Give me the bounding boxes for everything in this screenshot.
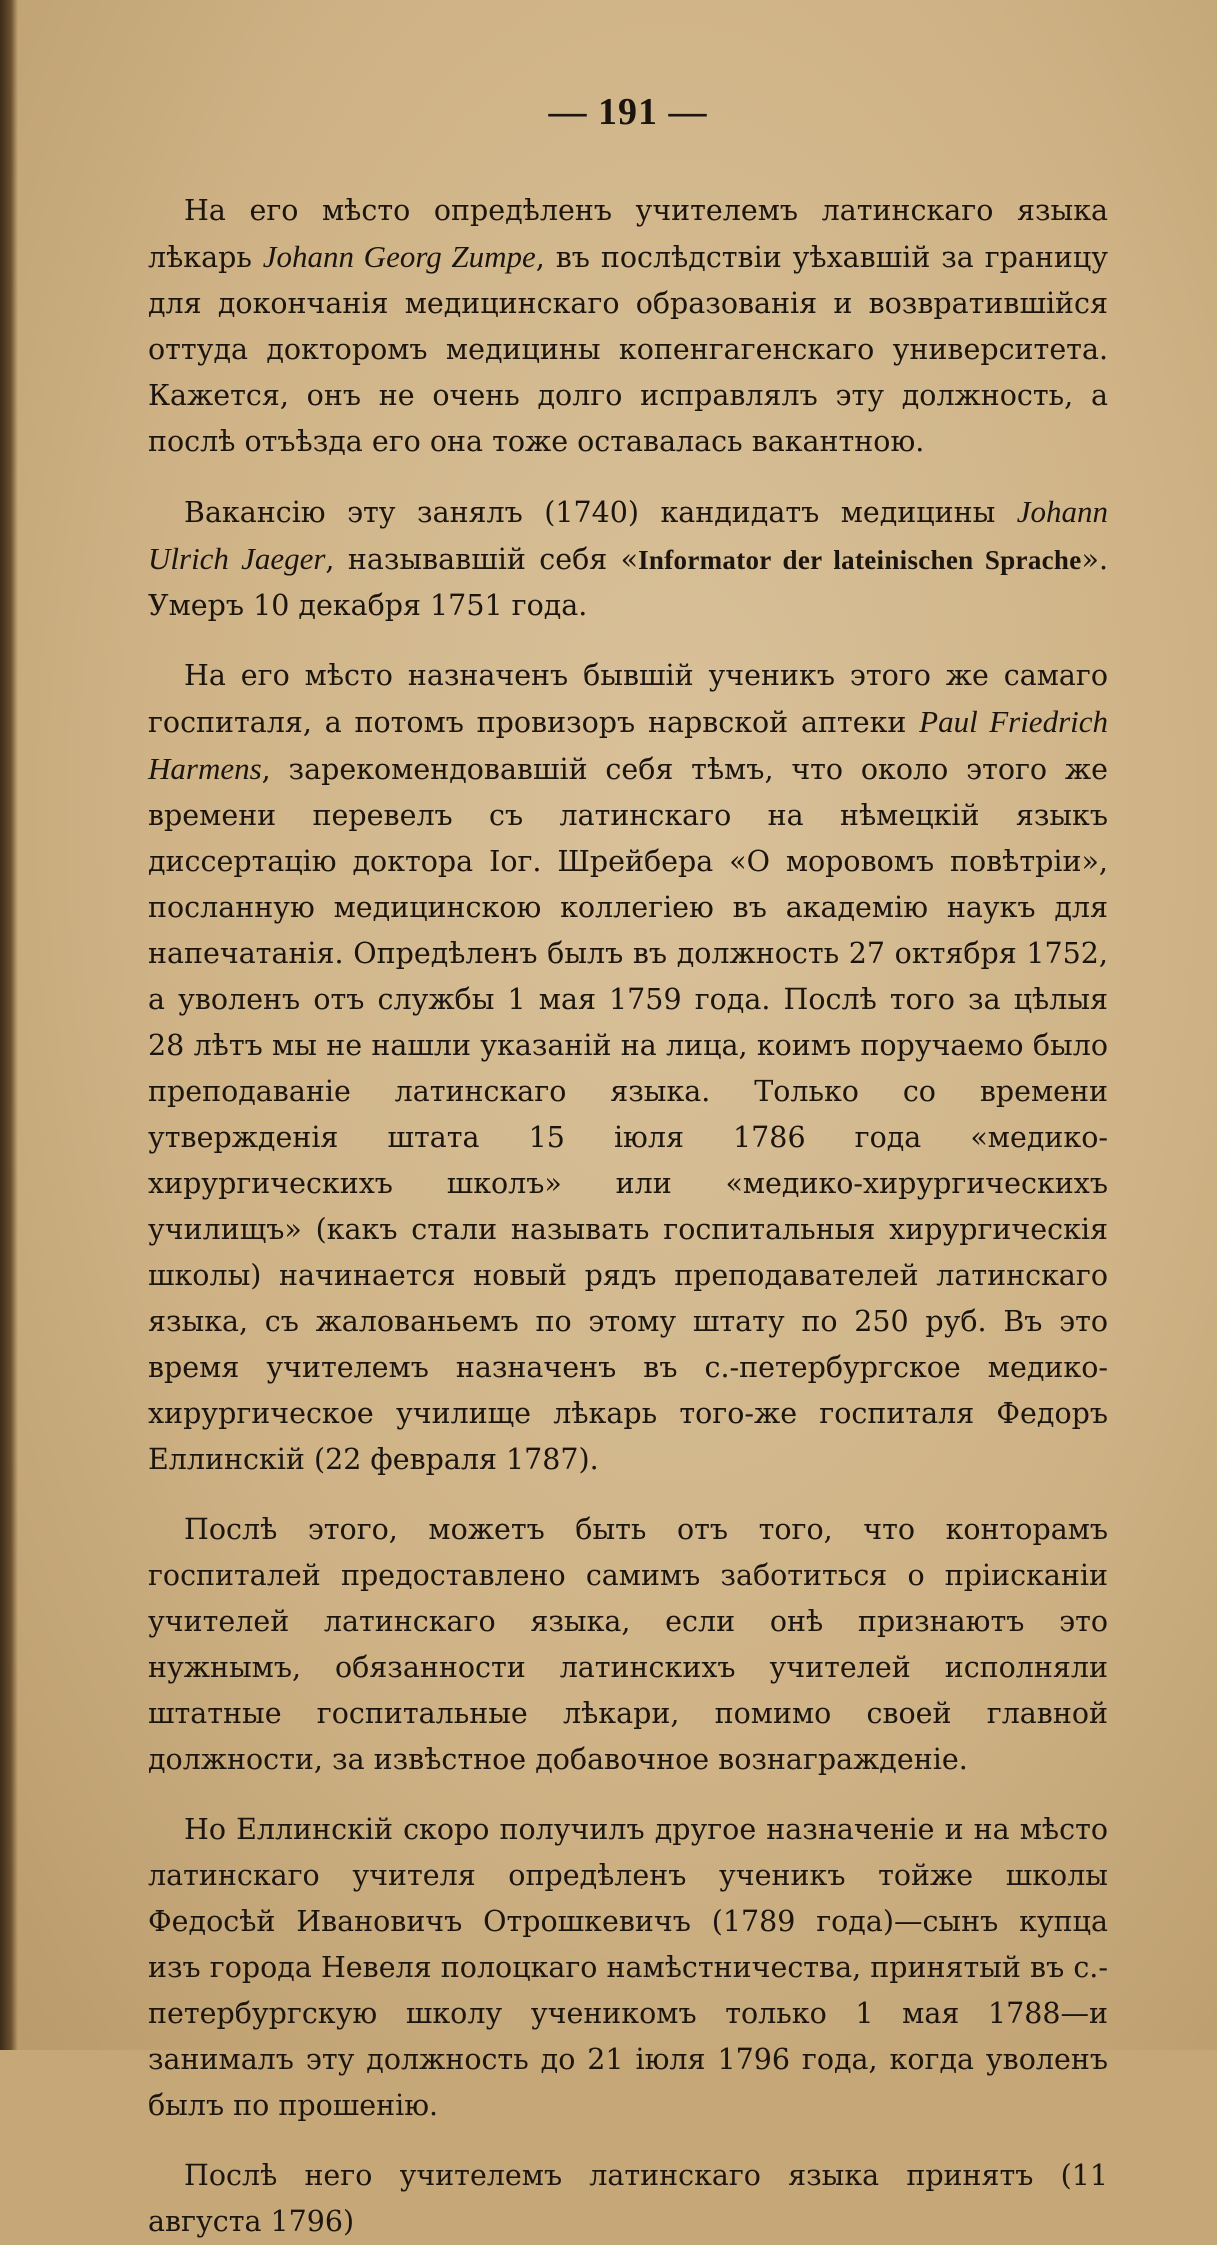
text-segment: На его мѣсто назначенъ бывшій ученикъ этого же самаго госпиталя, а потомъ провизоръ нарвской аптеки <box>148 659 1108 739</box>
paragraph <box>148 489 1108 629</box>
text-segment: Вакансію эту занялъ (1740) кандидатъ медицины <box>184 496 1017 529</box>
gothic-quote: Informator der lateinischen Sprache <box>638 545 1082 575</box>
page-number: — 191 — <box>548 91 708 133</box>
text-segment: , называвшій себя « <box>325 543 639 576</box>
paragraphs <box>148 188 1108 2245</box>
paragraph <box>148 653 1108 1483</box>
text-segment: , зарекомендовавшій себя тѣмъ, что около этого же времени перевелъ съ латинскаго на нѣмецкій языкъ диссертацію доктора Іог. Шрейбера «О моровомъ повѣтріи», посланную медицинскою коллегіею въ академію наукъ для напечатанія. Опредѣленъ былъ въ должность 27 октября 1752, а уволенъ отъ службы 1 мая 1759 года. Послѣ того за цѣлыя 28 лѣтъ мы не нашли указаній на лица, коимъ поручаемо было преподаванiе латинскаго языка. Только со времени утвержденія штата 15 іюля 1786 года «медико-хирургическихъ школъ» или «медико-хирургическихъ училищъ» (какъ стали называть госпитальныя хирургическія школы) начинается новый рядъ преподавателей латинскаго языка, съ жалованьемъ по этому штату по 250 руб. Въ это время учителемъ назначенъ въ с.-петербургское медико-хирургическое училище лѣкарь того-же госпиталя Федоръ Еллинскій (22 февраля 1787). <box>148 753 1108 1476</box>
paragraph <box>148 188 1108 465</box>
text-segment: Послѣ него учителемъ латинскаго языка принятъ (11 августа 1796) <box>148 2159 1108 2238</box>
paragraph <box>148 1507 1108 1783</box>
text-segment: , въ послѣдствіи уѣхавшій за границу для докончанія медицинскаго образованія и возвратившійся оттуда докторомъ медицины копенгагенскаго университета. Кажется, онъ не очень долго исправлялъ эту должность, а послѣ отъѣзда его она тоже оставалась вакантною. <box>148 241 1108 458</box>
paragraph <box>148 2153 1108 2245</box>
person-name: Johann Ulrich Jaeger <box>148 494 1108 576</box>
text-segment: Но Еллинскій скоро получилъ другое назначеніе и на мѣсто латинскаго учителя опредѣленъ ученикъ тойже школы Федосѣй Ивановичъ Отрошкевичъ (1789 года)—сынъ купца изъ города Невеля полоцкаго намѣстничества, принятый въ с.-петербургскую школу ученикомъ только 1 мая 1788—и занималъ эту должность до 21 іюля 1796 года, когда уволенъ былъ по прошенію. <box>148 1813 1108 2122</box>
text-segment: Послѣ этого, можетъ быть отъ того, что конторамъ госпиталей предоставлено самимъ заботиться о прiисканіи учителей латинскаго языка, если онѣ признаютъ это нужнымъ, обязанности латинскихъ учителей исполняли штатные госпитальные лѣкари, помимо своей главной должности, за извѣстное добавочное вознагражденіе. <box>148 1513 1108 1776</box>
person-name: Paul Friedrich Harmens <box>148 704 1109 786</box>
paragraph <box>148 1807 1108 2129</box>
text-segment: ». Умеръ 10 декабря 1751 года. <box>148 543 1109 622</box>
person-name: Johann Georg Zumpe <box>262 239 536 274</box>
text-segment: На его мѣсто опредѣленъ учителемъ латинскаго языка лѣкарь <box>148 194 1108 274</box>
page-text-block <box>148 92 1108 2245</box>
binding-shadow <box>0 0 18 2050</box>
